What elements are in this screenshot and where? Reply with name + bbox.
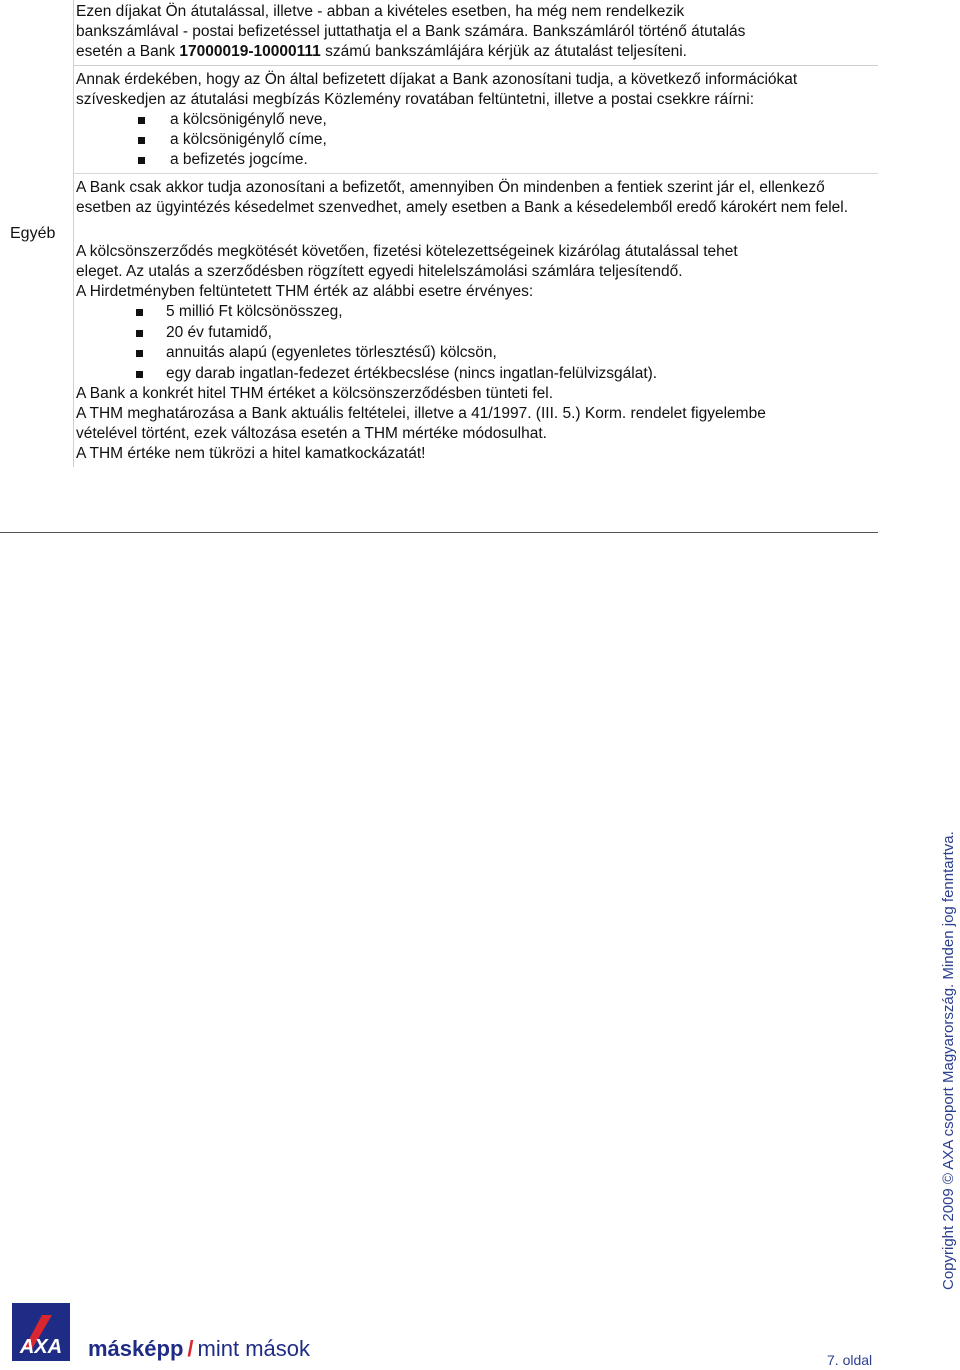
payment-intro — [74, 0, 878, 66]
axa-logo-icon — [12, 1303, 70, 1361]
thm-conditions-list — [76, 302, 878, 384]
table-bottom-border — [0, 532, 878, 533]
thm-note-2a: A THM meghatározása a Bank aktuális feltételei, illetve a 41/1997. (III. 5.) Korm. rendelet figyelembe — [76, 405, 766, 422]
loan-payment-line-2: eleget. Az utalás a szerződésben rögzített egyedi hitelelszámolási számlára teljesítendő. — [76, 263, 683, 280]
intro-line-2: bankszámlával - postai befizetéssel juttathatja el a Bank számára. Bankszámláról történő átutalás — [76, 23, 746, 40]
thm-note-2b: vételével történt, ezek változása esetén a THM mértéke módosulhat. — [76, 425, 547, 442]
section-label: Egyéb — [0, 0, 74, 467]
list-item: a kölcsönigénylő címe, — [76, 130, 878, 150]
tagline-bold: másképp — [88, 1336, 184, 1361]
loan-payment-line-1: A kölcsönszerződés megkötését követően, fizetési kötelezettségeinek kizárólag átutalással tehet — [76, 243, 738, 260]
document-table — [0, 0, 878, 467]
copyright-text: Copyright 2009 © AXA csoport Magyarország. Minden jog fenntartva. — [940, 831, 957, 1290]
axa-logo — [12, 1303, 70, 1361]
thm-note-1: A Bank a konkrét hitel THM értéket a kölcsönszerződésben tünteti fel. — [76, 385, 554, 402]
identification-note: A Bank csak akkor tudja azonosítani a befizetőt, amennyiben Ön mindenben a fentiek szerint jár el, ellenkező esetben az ügyintézés késedelmet szenvedhet, amely esetben a Bank a késedelemből eredő károkért nem felel. — [76, 179, 849, 216]
page-number: 7. oldal — [827, 1352, 873, 1368]
list-item: 5 millió Ft kölcsönösszeg, — [76, 302, 878, 323]
section-content — [74, 0, 878, 467]
tagline-slash: / — [187, 1336, 194, 1361]
tagline — [88, 1336, 310, 1362]
list-item: egy darab ingatlan-fedezet értékbecslése (nincs ingatlan-felülvizsgálat). — [76, 364, 878, 385]
identification-list — [76, 110, 878, 170]
identification-block — [74, 66, 878, 173]
list-item: 20 év futamidő, — [76, 323, 878, 344]
intro-line-3: esetén a Bank 17000019-10000111 számú bankszámlájára kérjük az átutalást teljesíteni. — [76, 43, 687, 60]
tagline-rest: mint mások — [197, 1336, 310, 1361]
list-item: a kölcsönigénylő neve, — [76, 110, 878, 130]
identification-text: Annak érdekében, hogy az Ön által befizetett díjakat a Bank azonosítani tudja, a következő információkat szíveskedjen az átutalási megbízás Közlemény rovatában feltüntetni, illetve a postai csekkre ráírni: — [76, 71, 798, 108]
thm-note-3: A THM értéke nem tükrözi a hitel kamatkockázatát! — [76, 445, 426, 462]
identification-note-block — [74, 173, 878, 467]
account-number: 17000019-10000111 — [179, 43, 321, 60]
list-item: a befizetés jogcíme. — [76, 150, 878, 170]
thm-intro: A Hirdetményben feltüntetett THM érték az alábbi esetre érvényes: — [76, 283, 534, 300]
list-item: annuitás alapú (egyenletes törlesztésű) kölcsön, — [76, 343, 878, 364]
logo-text: AXA — [19, 1336, 63, 1358]
intro-line-1: Ezen díjakat Ön átutalással, illetve - abban a kivételes esetben, ha még nem rendelkezik — [76, 3, 685, 20]
table-row-egyeb — [0, 0, 878, 467]
